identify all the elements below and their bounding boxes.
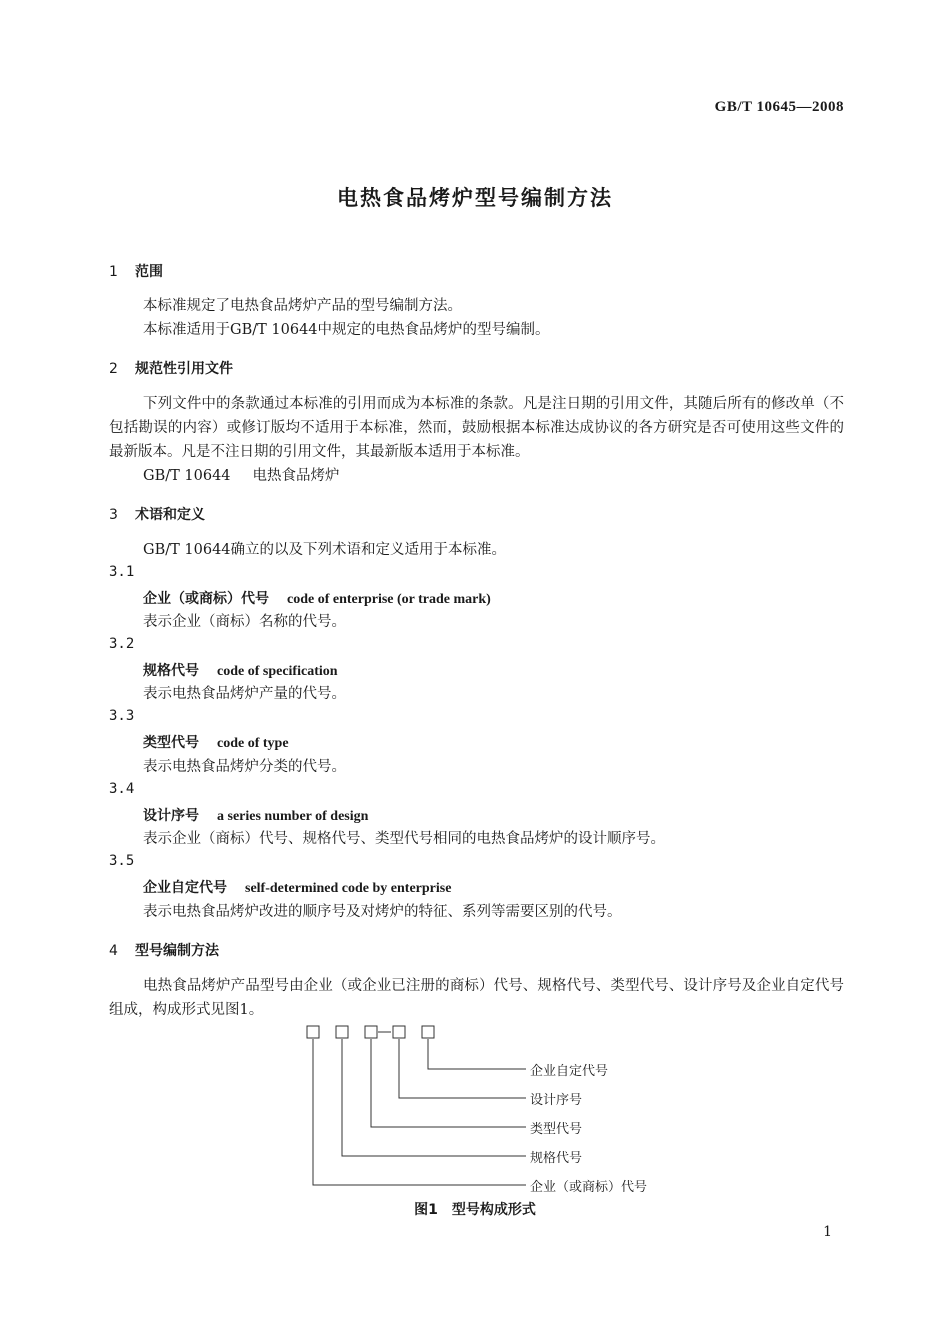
section-title: 规范性引用文件 — [135, 361, 233, 377]
section-2-paragraph: 下列文件中的条款通过本标准的引用而成为本标准的条款。凡是注日期的引用文件，其随后所有的修改单（不包括勘误的内容）或修订版均不适用于本标准，然而，鼓励根据本标准达成协议的各方研究是否可使用这些文件的最新版本。凡是不注日期的引用文件，其最新版本适用于本标准。 — [109, 396, 844, 460]
diagram-label: 规格代号 — [530, 1151, 583, 1166]
standard-code: GB/T 10645—2008 — [714, 99, 844, 115]
code-box — [307, 1026, 319, 1038]
term-zh: 类型代号 — [143, 735, 199, 751]
term-zh: 规格代号 — [143, 663, 199, 679]
term-definition: 表示企业（商标）名称的代号。 — [143, 614, 346, 630]
code-box — [422, 1026, 434, 1038]
section-number: 1 — [109, 264, 118, 280]
term-en: code of specification — [217, 664, 338, 679]
code-box — [393, 1026, 405, 1038]
term-number: 3.5 — [109, 853, 135, 869]
section-1-paragraph-1: 本标准规定了电热食品烤炉产品的型号编制方法。 — [143, 298, 462, 314]
section-3-intro: GB/T 10644确立的以及下列术语和定义适用于本标准。 — [143, 542, 507, 558]
term-en: a series number of design — [217, 809, 369, 824]
term-number: 3.4 — [109, 781, 135, 797]
diagram-label: 企业（或商标）代号 — [530, 1180, 648, 1195]
reference-code: GB/T 10644 — [143, 468, 231, 484]
leader-line — [371, 1039, 526, 1127]
page-number: 1 — [823, 1224, 832, 1240]
section-number: 4 — [109, 943, 118, 959]
term-en: code of type — [217, 736, 289, 751]
term-number: 3.2 — [109, 636, 135, 652]
code-box — [365, 1026, 377, 1038]
term-number: 3.3 — [109, 708, 135, 724]
term-zh: 企业自定代号 — [143, 880, 227, 896]
term-definition: 表示电热食品烤炉改进的顺序号及对烤炉的特征、系列等需要区别的代号。 — [143, 904, 622, 920]
section-number: 3 — [109, 507, 118, 523]
term-zh: 企业（或商标）代号 — [143, 591, 269, 607]
term-definition: 表示电热食品烤炉产量的代号。 — [143, 686, 346, 702]
term-en: self-determined code by enterprise — [245, 881, 452, 896]
section-title: 型号编制方法 — [135, 943, 219, 959]
term-definition: 表示企业（商标）代号、规格代号、类型代号相同的电热食品烤炉的设计顺序号。 — [143, 831, 665, 847]
section-1-paragraph-2: 本标准适用于GB/T 10644中规定的电热食品烤炉的型号编制。 — [143, 322, 550, 338]
section-4-paragraph: 电热食品烤炉产品型号由企业（或企业已注册的商标）代号、规格代号、类型代号、设计序号及企业自定代号组成，构成形式见图1。 — [109, 978, 844, 1018]
leader-line — [313, 1039, 526, 1185]
code-box — [336, 1026, 348, 1038]
term-definition: 表示电热食品烤炉分类的代号。 — [143, 759, 346, 775]
term-en: code of enterprise (or trade mark) — [287, 592, 491, 607]
diagram-label: 类型代号 — [530, 1122, 583, 1137]
section-number: 2 — [109, 361, 118, 377]
leader-line — [428, 1039, 526, 1069]
term-number: 3.1 — [109, 564, 135, 580]
page-title: 电热食品烤炉型号编制方法 — [337, 186, 613, 210]
section-title: 范围 — [135, 264, 163, 280]
reference-title: 电热食品烤炉 — [252, 468, 340, 484]
section-title: 术语和定义 — [135, 507, 205, 523]
diagram-label: 设计序号 — [530, 1093, 583, 1108]
figure-caption: 图1 型号构成形式 — [414, 1202, 536, 1218]
diagram-label: 企业自定代号 — [530, 1064, 609, 1079]
term-zh: 设计序号 — [143, 808, 199, 824]
